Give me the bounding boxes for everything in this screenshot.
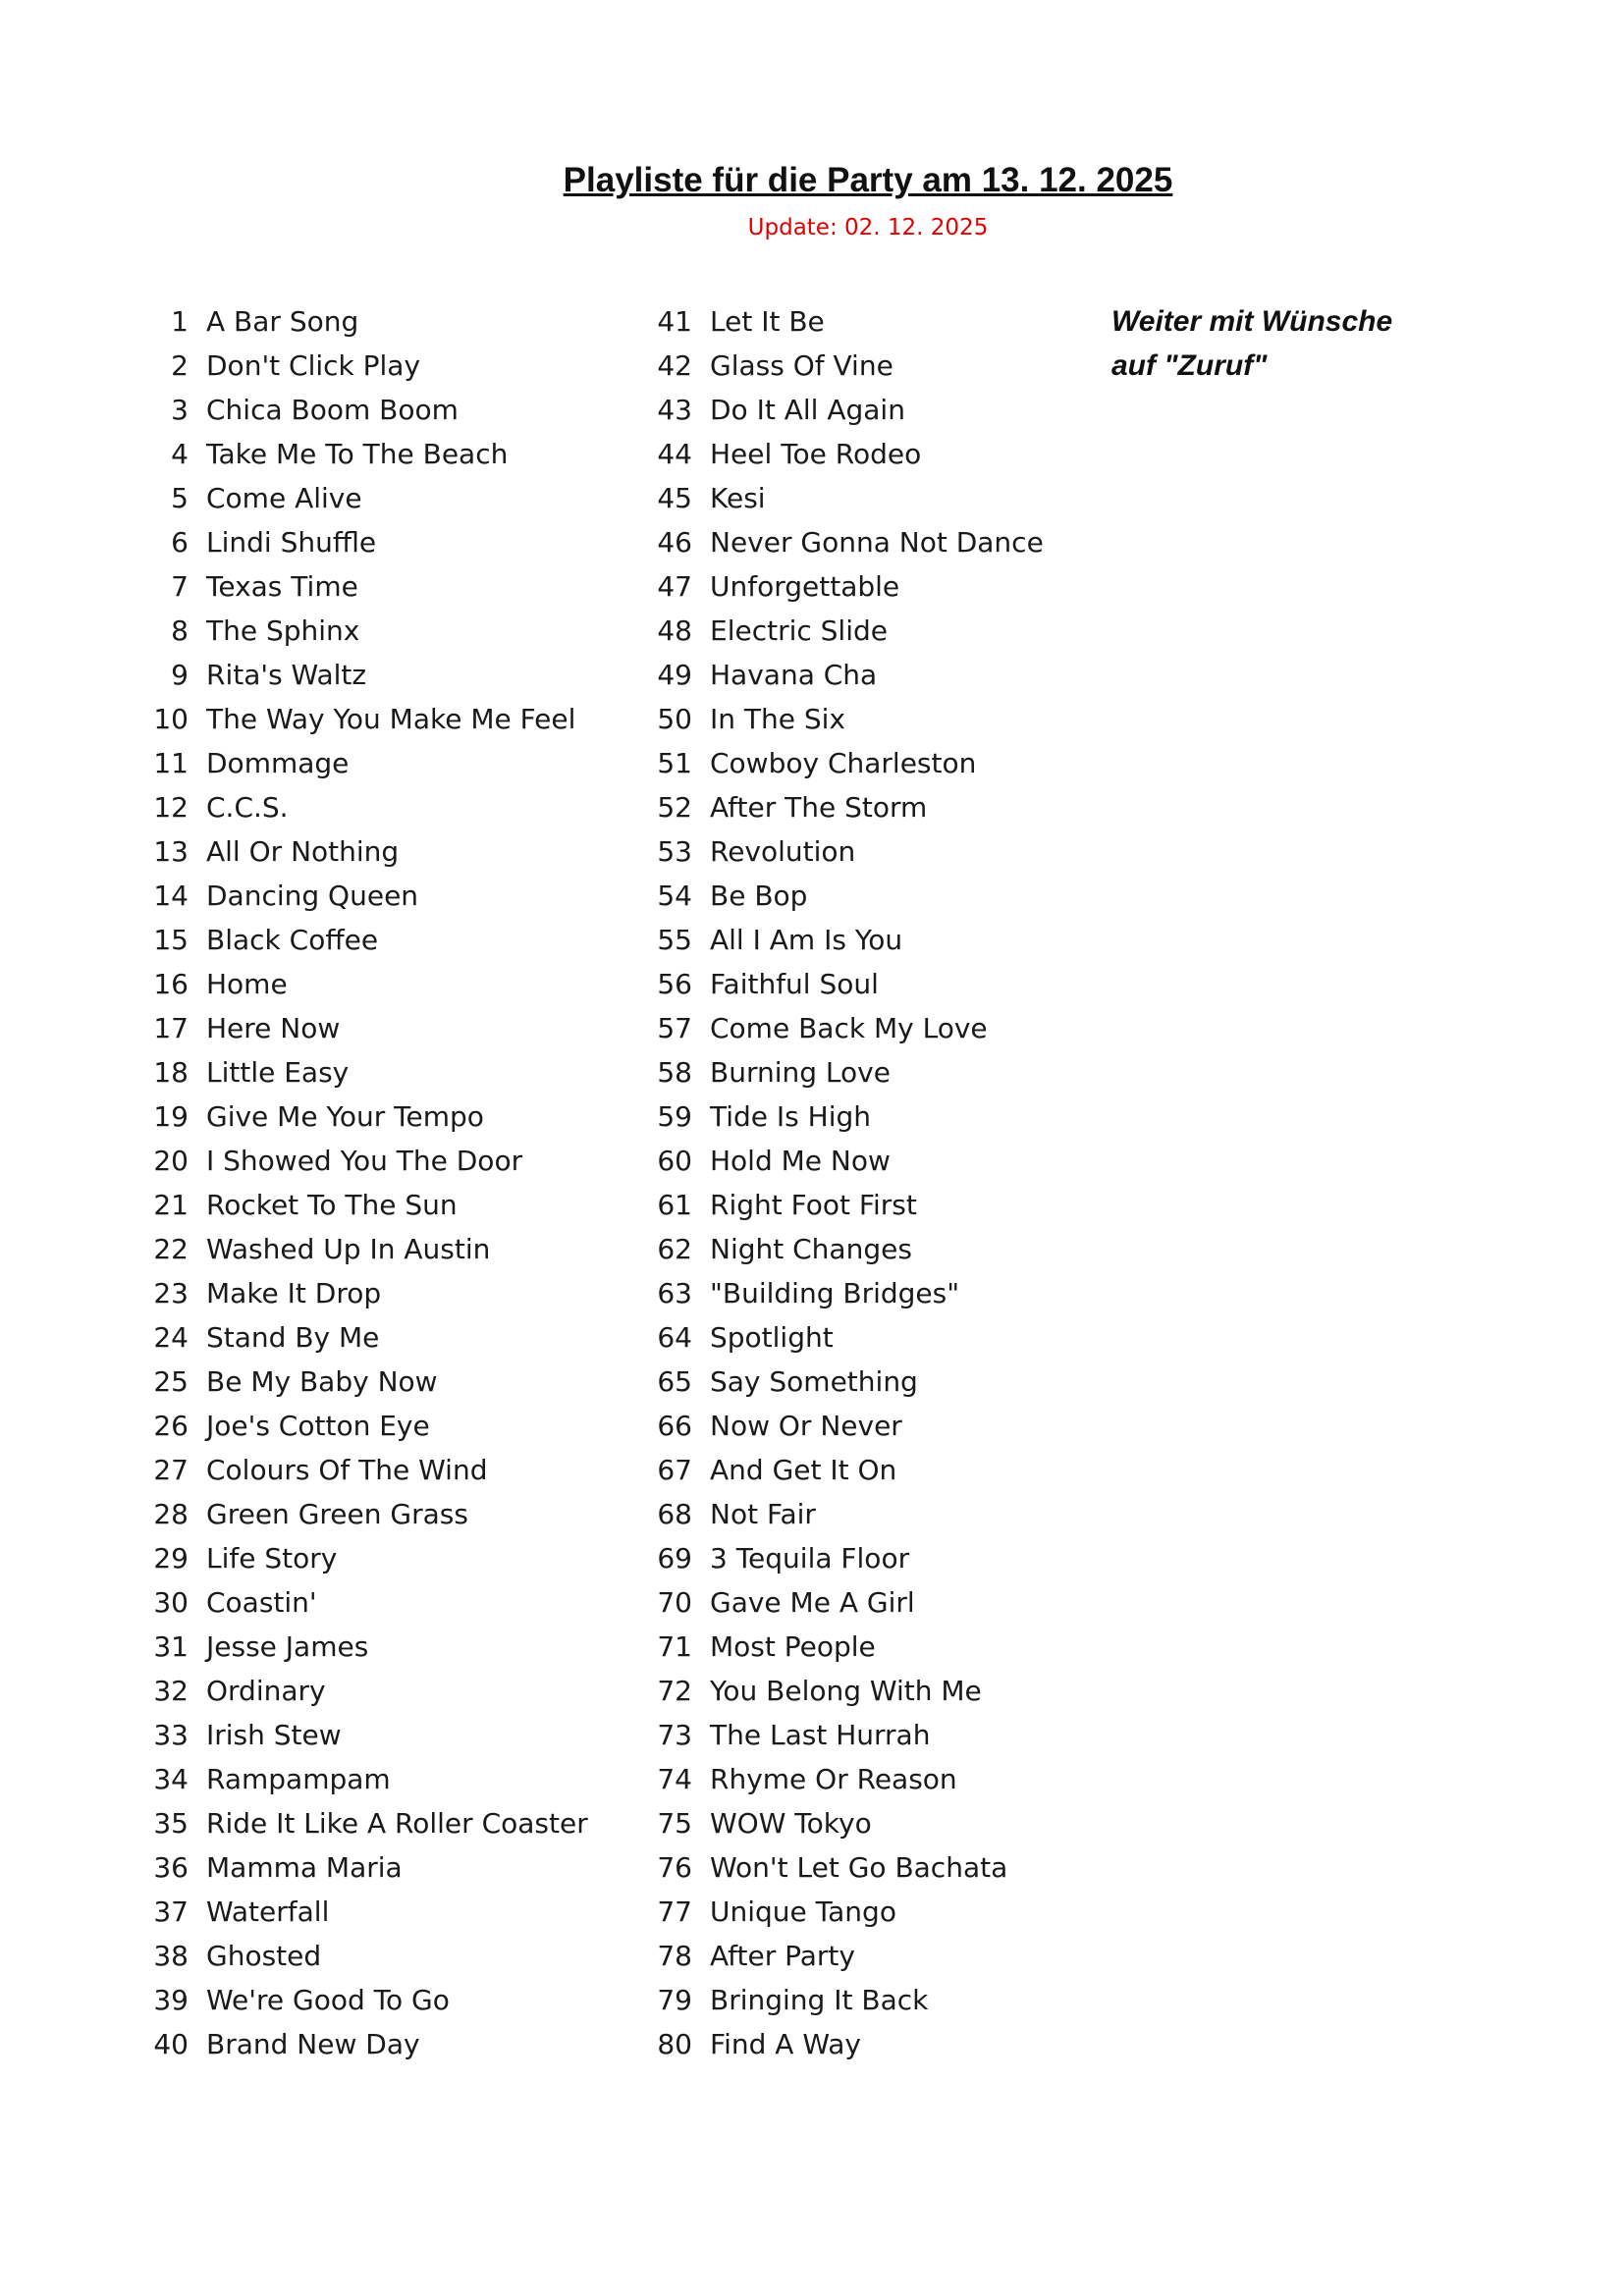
- track-number: 6: [171, 526, 189, 559]
- track-number: 23: [153, 1277, 189, 1309]
- song-title: Now Or Never: [710, 1410, 902, 1442]
- track-number: 29: [153, 1542, 189, 1575]
- playlist-row: [650, 653, 1044, 697]
- song-title: Life Story: [206, 1542, 338, 1575]
- track-number: 42: [657, 349, 692, 382]
- track-number: 9: [171, 659, 189, 691]
- song-title: Coastin': [206, 1586, 317, 1619]
- song-title: Rita's Waltz: [206, 659, 367, 691]
- track-number: 57: [657, 1012, 692, 1044]
- song-title: Don't Click Play: [206, 349, 421, 382]
- playlist-column-1: [147, 299, 588, 2066]
- playlist-row: [147, 1580, 588, 1625]
- track-number: 8: [171, 614, 189, 647]
- playlist-row: [147, 1360, 588, 1404]
- song-title: Come Alive: [206, 482, 362, 514]
- playlist-row: [650, 1271, 1044, 1315]
- song-title: Do It All Again: [710, 394, 905, 426]
- song-title: Won't Let Go Bachata: [710, 1851, 1008, 1884]
- playlist-row: [650, 918, 1044, 962]
- track-number: 3: [171, 394, 189, 426]
- song-title: In The Six: [710, 703, 846, 735]
- playlist-row: [147, 1845, 588, 1890]
- playlist-row: [147, 741, 588, 785]
- playlist-row: [147, 918, 588, 962]
- song-title: All Or Nothing: [206, 835, 400, 868]
- playlist-column-2: [650, 299, 1044, 2066]
- track-number: 73: [657, 1719, 692, 1751]
- track-number: 33: [153, 1719, 189, 1751]
- track-number: 1: [171, 305, 189, 338]
- playlist-row: [147, 1536, 588, 1580]
- song-title: All I Am Is You: [710, 924, 903, 956]
- playlist-row: [147, 1227, 588, 1271]
- track-number: 28: [153, 1498, 189, 1530]
- track-number: 63: [657, 1277, 692, 1309]
- requests-note-line-2: auf "Zuruf": [1111, 348, 1268, 382]
- song-title: Black Coffee: [206, 924, 379, 956]
- track-number: 4: [171, 438, 189, 470]
- song-title: Spotlight: [710, 1321, 834, 1354]
- track-number: 47: [657, 570, 692, 603]
- track-number: 5: [171, 482, 189, 514]
- playlist-row: [147, 299, 588, 344]
- playlist-row: [650, 520, 1044, 564]
- requests-note-line-1: Weiter mit Wünsche: [1111, 304, 1393, 338]
- track-number: 41: [657, 305, 692, 338]
- song-title: Ride It Like A Roller Coaster: [206, 1807, 588, 1840]
- requests-note: [1111, 299, 1485, 388]
- song-title: Take Me To The Beach: [206, 438, 509, 470]
- song-title: Unforgettable: [710, 570, 900, 603]
- playlist-row: [147, 1095, 588, 1139]
- track-number: 7: [171, 570, 189, 603]
- track-number: 15: [153, 924, 189, 956]
- song-title: Give Me Your Tempo: [206, 1100, 484, 1133]
- track-number: 22: [153, 1233, 189, 1265]
- track-number: 70: [657, 1586, 692, 1619]
- song-title: Stand By Me: [206, 1321, 380, 1354]
- song-title: Dommage: [206, 747, 350, 779]
- track-number: 77: [657, 1896, 692, 1928]
- playlist-row: [650, 1360, 1044, 1404]
- playlist-row: [650, 432, 1044, 476]
- playlist-row: [147, 1801, 588, 1845]
- song-title: Revolution: [710, 835, 856, 868]
- playlist-row: [147, 344, 588, 388]
- playlist-row: [147, 476, 588, 520]
- track-number: 58: [657, 1056, 692, 1089]
- song-title: Never Gonna Not Dance: [710, 526, 1044, 559]
- playlist-row: [147, 1934, 588, 1978]
- song-title: Jesse James: [206, 1630, 369, 1663]
- track-number: 25: [153, 1365, 189, 1398]
- song-title: And Get It On: [710, 1454, 897, 1486]
- song-title: The Sphinx: [206, 614, 360, 647]
- song-title: "Building Bridges": [710, 1277, 960, 1309]
- track-number: 10: [153, 703, 189, 735]
- playlist-row: [650, 476, 1044, 520]
- song-title: Electric Slide: [710, 614, 888, 647]
- playlist-row: [650, 299, 1044, 344]
- track-number: 13: [153, 835, 189, 868]
- track-number: 75: [657, 1807, 692, 1840]
- page-title: Playliste für die Party am 13. 12. 2025: [563, 161, 1173, 199]
- playlist-row: [650, 344, 1044, 388]
- track-number: 80: [657, 2028, 692, 2060]
- playlist-row: [650, 697, 1044, 741]
- song-title: Heel Toe Rodeo: [710, 438, 922, 470]
- track-number: 18: [153, 1056, 189, 1089]
- track-number: 46: [657, 526, 692, 559]
- track-number: 68: [657, 1498, 692, 1530]
- song-title: Unique Tango: [710, 1896, 896, 1928]
- song-title: After Party: [710, 1940, 855, 1972]
- song-title: Lindi Shuffle: [206, 526, 377, 559]
- song-title: Be My Baby Now: [206, 1365, 438, 1398]
- playlist-row: [147, 1669, 588, 1713]
- playlist-row: [650, 1492, 1044, 1536]
- track-number: 67: [657, 1454, 692, 1486]
- track-number: 48: [657, 614, 692, 647]
- playlist-row: [650, 388, 1044, 432]
- track-number: 50: [657, 703, 692, 735]
- track-number: 62: [657, 1233, 692, 1265]
- playlist-row: [650, 1006, 1044, 1050]
- track-number: 54: [657, 880, 692, 912]
- song-title: Find A Way: [710, 2028, 861, 2060]
- song-title: You Belong With Me: [710, 1675, 982, 1707]
- song-title: Waterfall: [206, 1896, 330, 1928]
- song-title: Let It Be: [710, 305, 825, 338]
- song-title: After The Storm: [710, 791, 928, 824]
- track-number: 24: [153, 1321, 189, 1354]
- track-number: 2: [171, 349, 189, 382]
- track-number: 19: [153, 1100, 189, 1133]
- song-title: C.C.S.: [206, 791, 289, 824]
- song-title: We're Good To Go: [206, 1984, 450, 2016]
- track-number: 40: [153, 2028, 189, 2060]
- track-number: 11: [153, 747, 189, 779]
- song-title: Green Green Grass: [206, 1498, 468, 1530]
- song-title: Faithful Soul: [710, 968, 879, 1000]
- song-title: Night Changes: [710, 1233, 912, 1265]
- playlist-row: [147, 520, 588, 564]
- track-number: 38: [153, 1940, 189, 1972]
- playlist-row: [650, 1757, 1044, 1801]
- track-number: 34: [153, 1763, 189, 1795]
- song-title: Dancing Queen: [206, 880, 419, 912]
- playlist-row: [650, 2022, 1044, 2066]
- song-title: A Bar Song: [206, 305, 359, 338]
- playlist-row: [650, 1227, 1044, 1271]
- playlist-row: [650, 1801, 1044, 1845]
- playlist-row: [147, 829, 588, 874]
- track-number: 66: [657, 1410, 692, 1442]
- playlist-row: [147, 388, 588, 432]
- playlist-row: [650, 1625, 1044, 1669]
- song-title: Ordinary: [206, 1675, 326, 1707]
- update-date: Update: 02. 12. 2025: [747, 215, 989, 240]
- song-title: Rhyme Or Reason: [710, 1763, 957, 1795]
- playlist-row: [650, 874, 1044, 918]
- track-number: 52: [657, 791, 692, 824]
- playlist-row: [650, 1713, 1044, 1757]
- song-title: Gave Me A Girl: [710, 1586, 915, 1619]
- track-number: 44: [657, 438, 692, 470]
- playlist-row: [650, 609, 1044, 653]
- playlist-row: [650, 1095, 1044, 1139]
- track-number: 72: [657, 1675, 692, 1707]
- playlist-row: [147, 874, 588, 918]
- song-title: Cowboy Charleston: [710, 747, 977, 779]
- song-title: Rampampam: [206, 1763, 391, 1795]
- playlist-row: [147, 1713, 588, 1757]
- song-title: Say Something: [710, 1365, 918, 1398]
- playlist-row: [650, 1448, 1044, 1492]
- song-title: Come Back My Love: [710, 1012, 988, 1044]
- song-title: Brand New Day: [206, 2028, 420, 2060]
- playlist-row: [650, 1580, 1044, 1625]
- song-title: Here Now: [206, 1012, 341, 1044]
- playlist-row: [650, 1183, 1044, 1227]
- track-number: 69: [657, 1542, 692, 1575]
- song-title: WOW Tokyo: [710, 1807, 872, 1840]
- playlist-row: [147, 1404, 588, 1448]
- track-number: 64: [657, 1321, 692, 1354]
- playlist-row: [147, 962, 588, 1006]
- song-title: Burning Love: [710, 1056, 891, 1089]
- track-number: 78: [657, 1940, 692, 1972]
- playlist-row: [147, 1006, 588, 1050]
- track-number: 61: [657, 1189, 692, 1221]
- track-number: 36: [153, 1851, 189, 1884]
- playlist-row: [147, 1757, 588, 1801]
- song-title: The Way You Make Me Feel: [206, 703, 576, 735]
- song-title: 3 Tequila Floor: [710, 1542, 910, 1575]
- playlist-row: [147, 785, 588, 829]
- song-title: Little Easy: [206, 1056, 350, 1089]
- playlist-row: [147, 1271, 588, 1315]
- song-title: Tide Is High: [710, 1100, 872, 1133]
- playlist-row: [650, 1404, 1044, 1448]
- playlist-row: [650, 1845, 1044, 1890]
- playlist-row: [147, 1890, 588, 1934]
- track-number: 60: [657, 1145, 692, 1177]
- track-number: 27: [153, 1454, 189, 1486]
- track-number: 65: [657, 1365, 692, 1398]
- track-number: 30: [153, 1586, 189, 1619]
- playlist-row: [650, 1050, 1044, 1095]
- track-number: 31: [153, 1630, 189, 1663]
- playlist-row: [147, 1978, 588, 2022]
- playlist-row: [147, 1183, 588, 1227]
- song-title: Ghosted: [206, 1940, 322, 1972]
- song-title: Most People: [710, 1630, 876, 1663]
- track-number: 26: [153, 1410, 189, 1442]
- track-number: 32: [153, 1675, 189, 1707]
- playlist-row: [650, 1934, 1044, 1978]
- playlist-row: [147, 564, 588, 609]
- track-number: 53: [657, 835, 692, 868]
- playlist-row: [147, 1315, 588, 1360]
- song-title: Kesi: [710, 482, 766, 514]
- playlist-row: [650, 741, 1044, 785]
- track-number: 37: [153, 1896, 189, 1928]
- track-number: 35: [153, 1807, 189, 1840]
- track-number: 43: [657, 394, 692, 426]
- playlist-row: [650, 564, 1044, 609]
- track-number: 39: [153, 1984, 189, 2016]
- track-number: 49: [657, 659, 692, 691]
- track-number: 79: [657, 1984, 692, 2016]
- track-number: 56: [657, 968, 692, 1000]
- track-number: 74: [657, 1763, 692, 1795]
- song-title: Bringing It Back: [710, 1984, 929, 2016]
- playlist-row: [147, 1492, 588, 1536]
- song-title: Not Fair: [710, 1498, 816, 1530]
- playlist-row: [650, 1315, 1044, 1360]
- song-title: Irish Stew: [206, 1719, 342, 1751]
- song-title: I Showed You The Door: [206, 1145, 523, 1177]
- song-title: Be Bop: [710, 880, 808, 912]
- track-number: 20: [153, 1145, 189, 1177]
- track-number: 59: [657, 1100, 692, 1133]
- playlist-row: [650, 1890, 1044, 1934]
- playlist-row: [650, 1978, 1044, 2022]
- song-title: Colours Of The Wind: [206, 1454, 488, 1486]
- song-title: Havana Cha: [710, 659, 878, 691]
- song-title: Home: [206, 968, 288, 1000]
- playlist-row: [147, 1448, 588, 1492]
- playlist-row: [650, 785, 1044, 829]
- song-title: Chica Boom Boom: [206, 394, 459, 426]
- song-title: Texas Time: [206, 570, 358, 603]
- playlist-row: [147, 1625, 588, 1669]
- song-title: Rocket To The Sun: [206, 1189, 458, 1221]
- playlist-row: [650, 1669, 1044, 1713]
- track-number: 71: [657, 1630, 692, 1663]
- song-title: Mamma Maria: [206, 1851, 403, 1884]
- playlist-row: [147, 432, 588, 476]
- track-number: 76: [657, 1851, 692, 1884]
- track-number: 45: [657, 482, 692, 514]
- song-title: Make It Drop: [206, 1277, 382, 1309]
- song-title: Hold Me Now: [710, 1145, 891, 1177]
- song-title: Right Foot First: [710, 1189, 917, 1221]
- song-title: Washed Up In Austin: [206, 1233, 491, 1265]
- playlist-row: [147, 1050, 588, 1095]
- track-number: 14: [153, 880, 189, 912]
- track-number: 21: [153, 1189, 189, 1221]
- track-number: 16: [153, 968, 189, 1000]
- song-title: The Last Hurrah: [710, 1719, 931, 1751]
- playlist-row: [650, 962, 1044, 1006]
- track-number: 55: [657, 924, 692, 956]
- playlist-row: [147, 653, 588, 697]
- playlist-row: [147, 2022, 588, 2066]
- track-number: 17: [153, 1012, 189, 1044]
- playlist-row: [650, 829, 1044, 874]
- playlist-row: [147, 1139, 588, 1183]
- playlist-row: [147, 697, 588, 741]
- track-number: 12: [153, 791, 189, 824]
- playlist-row: [650, 1536, 1044, 1580]
- playlist-row: [147, 609, 588, 653]
- song-title: Joe's Cotton Eye: [206, 1410, 430, 1442]
- playlist-row: [650, 1139, 1044, 1183]
- track-number: 51: [657, 747, 692, 779]
- song-title: Glass Of Vine: [710, 349, 893, 382]
